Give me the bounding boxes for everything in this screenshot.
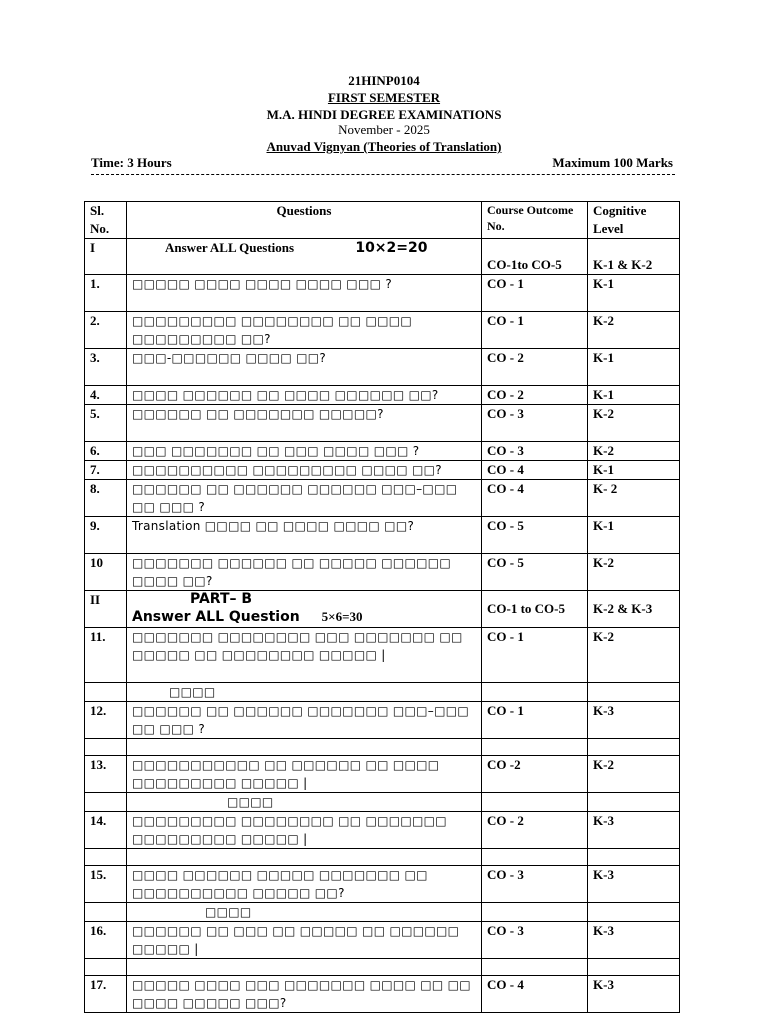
empty-cell bbox=[482, 793, 588, 812]
question-text: □□□□□□ □□ □□□ □□ □□□□□ □□ □□□□□□ □□□□□ | bbox=[127, 922, 482, 959]
question-number: 8. bbox=[85, 480, 127, 517]
question-text: □□□□ □□□□□□ □□□□□ □□□□□□□ □□ □□□□□□□□□□ □□□□□ □□? bbox=[127, 866, 482, 903]
course-outcome: CO - 4 bbox=[482, 480, 588, 517]
empty-cell bbox=[588, 903, 680, 922]
header-questions: Questions bbox=[127, 202, 482, 239]
dashed-divider bbox=[91, 174, 675, 175]
part-a-marks: 10×2=20 bbox=[355, 240, 428, 256]
question-text: □□□□□ □□□□ □□□□ □□□□ □□□ ? bbox=[127, 275, 482, 312]
cognitive-level: K-2 bbox=[588, 405, 680, 442]
cognitive-level: K-1 bbox=[588, 517, 680, 554]
course-outcome: CO - 3 bbox=[482, 922, 588, 959]
question-number: 2. bbox=[85, 312, 127, 349]
question-text: □□□ □□□□□□□ □□ □□□ □□□□ □□□ ? bbox=[127, 442, 482, 461]
question-table bbox=[84, 201, 680, 1013]
question-number: 3. bbox=[85, 349, 127, 386]
part-b-heading-cell bbox=[127, 591, 482, 628]
table-row bbox=[85, 756, 680, 793]
table-row bbox=[85, 349, 680, 386]
cognitive-level: K-2 bbox=[588, 756, 680, 793]
empty-cell bbox=[482, 903, 588, 922]
part-a-row bbox=[85, 239, 680, 275]
subject-title: Anuvad Vignyan (Theories of Translation) bbox=[266, 139, 502, 154]
header-cognitive-level: Cognitive Level bbox=[588, 202, 680, 239]
cognitive-level: K-2 bbox=[588, 442, 680, 461]
table-row bbox=[85, 480, 680, 517]
time-allowed: Time: 3 Hours bbox=[91, 155, 172, 170]
table-row bbox=[85, 312, 680, 349]
empty-cell bbox=[85, 849, 127, 866]
or-row bbox=[85, 793, 680, 812]
course-outcome: CO - 2 bbox=[482, 349, 588, 386]
part-b-instruction: Answer ALL Question bbox=[132, 609, 300, 625]
table-row bbox=[85, 922, 680, 959]
empty-cell bbox=[482, 849, 588, 866]
cognitive-level: K-3 bbox=[588, 702, 680, 739]
table-row bbox=[85, 405, 680, 442]
empty-cell bbox=[482, 683, 588, 702]
course-outcome: CO - 3 bbox=[482, 866, 588, 903]
question-text: □□□□□ □□□□ □□□ □□□□□□□ □□□□ □□ □□ □□□□ □□□□□ □□□? bbox=[127, 976, 482, 1013]
table-row bbox=[85, 442, 680, 461]
question-text: □□□□□□□□□ □□□□□□□□ □□ □□□□ □□□□□□□□□ □□? bbox=[127, 312, 482, 349]
empty-cell bbox=[127, 959, 482, 976]
course-outcome: CO -2 bbox=[482, 756, 588, 793]
empty-cell bbox=[588, 849, 680, 866]
maximum-marks: Maximum 100 Marks bbox=[552, 155, 673, 170]
course-outcome: CO - 1 bbox=[482, 312, 588, 349]
question-text: □□□□□□□□□□□ □□ □□□□□□ □□ □□□□ □□□□□□□□□ □□□□□ | bbox=[127, 756, 482, 793]
course-outcome: CO - 2 bbox=[482, 386, 588, 405]
part-b-title: PART– B bbox=[190, 591, 253, 607]
empty-cell bbox=[85, 683, 127, 702]
course-outcome: CO - 5 bbox=[482, 517, 588, 554]
table-row bbox=[85, 275, 680, 312]
part-a-number: I bbox=[85, 239, 127, 275]
question-number: 12. bbox=[85, 702, 127, 739]
empty-cell bbox=[85, 959, 127, 976]
semester-title: FIRST SEMESTER bbox=[327, 90, 441, 105]
cognitive-level: K-2 bbox=[588, 312, 680, 349]
table-row bbox=[85, 812, 680, 849]
empty-cell bbox=[127, 849, 482, 866]
part-b-instruction-line bbox=[132, 608, 476, 626]
empty-cell bbox=[588, 959, 680, 976]
cognitive-level: K-3 bbox=[588, 866, 680, 903]
question-text: □□□□□□□ □□□□□□ □□ □□□□□ □□□□□□ □□□□ □□? bbox=[127, 554, 482, 591]
cognitive-level: K-2 bbox=[588, 628, 680, 683]
empty-cell bbox=[127, 739, 482, 756]
question-number: 13. bbox=[85, 756, 127, 793]
course-outcome: CO - 3 bbox=[482, 442, 588, 461]
empty-cell bbox=[85, 739, 127, 756]
cognitive-level: K-1 bbox=[588, 275, 680, 312]
table-row bbox=[85, 702, 680, 739]
part-b-marks: 5×6=30 bbox=[321, 609, 363, 624]
table-row bbox=[85, 517, 680, 554]
empty-cell bbox=[85, 793, 127, 812]
table-row bbox=[85, 386, 680, 405]
part-b-number: II bbox=[85, 591, 127, 628]
or-label: □□□□ bbox=[127, 793, 482, 812]
part-b-kl: K-2 & K-3 bbox=[588, 591, 680, 628]
course-outcome: CO - 4 bbox=[482, 461, 588, 480]
course-outcome: CO - 4 bbox=[482, 976, 588, 1013]
course-outcome: CO - 5 bbox=[482, 554, 588, 591]
question-number: 5. bbox=[85, 405, 127, 442]
question-text: □□□□ □□□□□□ □□ □□□□ □□□□□□ □□? bbox=[127, 386, 482, 405]
table-row bbox=[85, 976, 680, 1013]
question-number: 15. bbox=[85, 866, 127, 903]
cognitive-level: K-2 bbox=[588, 554, 680, 591]
part-b-co: CO-1 to CO-5 bbox=[482, 591, 588, 628]
question-number: 14. bbox=[85, 812, 127, 849]
question-number: 6. bbox=[85, 442, 127, 461]
empty-cell bbox=[85, 903, 127, 922]
table-row bbox=[85, 628, 680, 683]
cognitive-level: K-3 bbox=[588, 976, 680, 1013]
part-a-instruction: Answer ALL Questions bbox=[165, 240, 295, 255]
cognitive-level: K- 2 bbox=[588, 480, 680, 517]
or-row bbox=[85, 683, 680, 702]
question-number: 1. bbox=[85, 275, 127, 312]
question-text: Translation □□□□ □□ □□□□ □□□□ □□? bbox=[127, 517, 482, 554]
question-number: 7. bbox=[85, 461, 127, 480]
question-number: 9. bbox=[85, 517, 127, 554]
question-number: 4. bbox=[85, 386, 127, 405]
or-label: □□□□ bbox=[127, 903, 482, 922]
course-outcome: CO - 1 bbox=[482, 628, 588, 683]
question-text: □□□□□□□ □□□□□□□□ □□□ □□□□□□□ □□ □□□□□ □□ □□□□□□□□ □□□□□ | bbox=[127, 628, 482, 683]
spacer-row bbox=[85, 959, 680, 976]
part-a-kl: K-1 & K-2 bbox=[588, 239, 680, 275]
question-text: □□□□□□ □□ □□□□□□□ □□□□□? bbox=[127, 405, 482, 442]
question-text: □□□□□□ □□ □□□□□□ □□□□□□ □□□–□□□ □□ □□□ ? bbox=[127, 480, 482, 517]
cognitive-level: K-1 bbox=[588, 461, 680, 480]
paper-code: 21HINP0104 bbox=[348, 73, 420, 88]
question-text: □□□□□□□□□ □□□□□□□□ □□ □□□□□□□ □□□□□□□□□ □□□□□ | bbox=[127, 812, 482, 849]
degree-title: M.A. HINDI DEGREE EXAMINATIONS bbox=[266, 107, 502, 122]
question-number: 16. bbox=[85, 922, 127, 959]
question-number: 10 bbox=[85, 554, 127, 591]
course-outcome: CO - 1 bbox=[482, 702, 588, 739]
empty-cell bbox=[588, 793, 680, 812]
exam-month: November - 2025 bbox=[338, 122, 430, 137]
part-b-row bbox=[85, 591, 680, 628]
cognitive-level: K-1 bbox=[588, 386, 680, 405]
course-outcome: CO - 1 bbox=[482, 275, 588, 312]
course-outcome: CO - 2 bbox=[482, 812, 588, 849]
part-a-instruction-cell bbox=[127, 239, 482, 275]
spacer-row bbox=[85, 849, 680, 866]
empty-cell bbox=[588, 739, 680, 756]
header-sl: Sl. No. bbox=[85, 202, 127, 239]
cognitive-level: K-1 bbox=[588, 349, 680, 386]
empty-cell bbox=[482, 959, 588, 976]
empty-cell bbox=[482, 739, 588, 756]
question-text: □□□□□□ □□ □□□□□□ □□□□□□□ □□□–□□□ □□ □□□ ? bbox=[127, 702, 482, 739]
cognitive-level: K-3 bbox=[588, 812, 680, 849]
header-course-outcome: Course Outcome No. bbox=[482, 202, 588, 239]
table-header-row bbox=[85, 202, 680, 239]
part-a-co: CO-1to CO-5 bbox=[482, 239, 588, 275]
or-row bbox=[85, 903, 680, 922]
spacer-row bbox=[85, 739, 680, 756]
table-row bbox=[85, 461, 680, 480]
question-number: 11. bbox=[85, 628, 127, 683]
cognitive-level: K-3 bbox=[588, 922, 680, 959]
or-label: □□□□ bbox=[127, 683, 482, 702]
question-text: □□□-□□□□□□ □□□□ □□? bbox=[127, 349, 482, 386]
table-row bbox=[85, 866, 680, 903]
question-number: 17. bbox=[85, 976, 127, 1013]
table-row bbox=[85, 554, 680, 591]
course-outcome: CO - 3 bbox=[482, 405, 588, 442]
question-text: □□□□□□□□□□ □□□□□□□□□ □□□□ □□? bbox=[127, 461, 482, 480]
empty-cell bbox=[588, 683, 680, 702]
